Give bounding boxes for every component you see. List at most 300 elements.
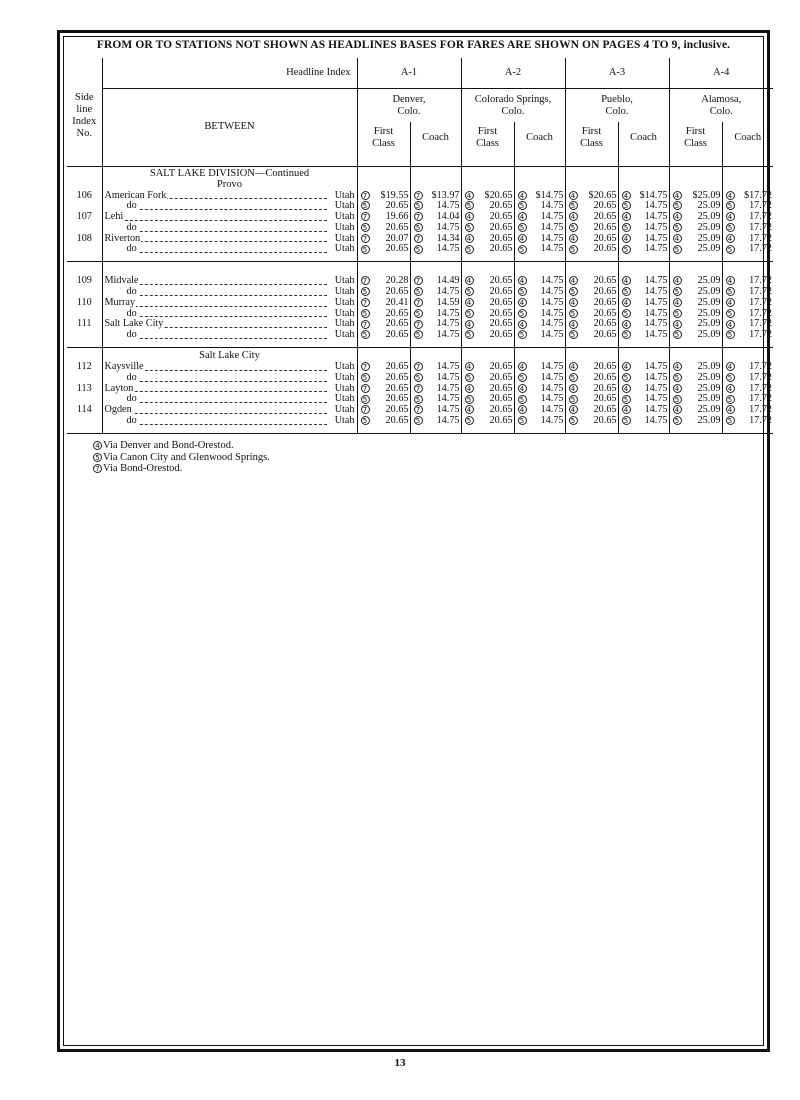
station-name: do [105, 223, 138, 233]
coach-fare [618, 362, 669, 373]
fare-amount: 20.65 [593, 330, 617, 341]
section-title-row [67, 348, 773, 363]
first-class-fare [461, 384, 514, 395]
first-class-fare [461, 244, 514, 255]
table-row [67, 212, 773, 223]
fare-amount: $14.75 [639, 190, 668, 201]
route-note-icon: 5 [518, 373, 527, 382]
route-note-icon: 4 [622, 234, 631, 243]
coach-fare [618, 405, 669, 416]
route-note-icon: 5 [673, 416, 682, 425]
first-class-fare [669, 330, 722, 341]
leader-dots [105, 413, 327, 414]
coach-fare [722, 309, 773, 320]
headline-index-a3: A-3 [565, 58, 669, 88]
station-cell [102, 191, 357, 202]
fare-amount: 14.75 [644, 372, 668, 383]
route-note-icon: 5 [414, 330, 423, 339]
route-note-icon: 5 [361, 309, 370, 318]
fare-amount: 14.75 [540, 383, 564, 394]
route-note-icon: 4 [465, 405, 474, 414]
first-class-fare [357, 212, 410, 223]
circled-number-icon: 5 [93, 453, 102, 462]
coach-fare [514, 244, 565, 255]
fare-amount: 25.09 [697, 222, 721, 233]
side-line-index: 114 [76, 405, 92, 416]
route-note-icon: 4 [465, 212, 474, 221]
route-note-icon: 5 [518, 223, 527, 232]
coach-fare [618, 330, 669, 341]
first-class-fare [357, 244, 410, 255]
coach-fare [618, 373, 669, 384]
footnote: 4 Via Denver and Bond-Orestod. [93, 440, 270, 452]
first-class-fare [669, 384, 722, 395]
first-class-fare [461, 191, 514, 202]
station-name: Midvale [104, 276, 139, 287]
fare-amount: 20.65 [385, 287, 409, 298]
coach-fare [410, 276, 461, 287]
station-name: do [105, 201, 138, 211]
fare-amount: 14.59 [436, 297, 460, 308]
station-cell [102, 384, 357, 395]
footnote: 5 Via Canon City and Glenwood Springs. [93, 452, 270, 464]
route-note-icon: 4 [518, 405, 527, 414]
headline-a2-name: Colorado Springs, Colo. [461, 88, 565, 122]
coach-fare [410, 191, 461, 202]
route-note-icon: 7 [361, 276, 370, 285]
route-note-icon: 4 [518, 191, 527, 200]
coach-fare [514, 416, 565, 427]
route-note-icon: 5 [569, 245, 578, 254]
headline-a3-name: Pueblo, Colo. [565, 88, 669, 122]
route-note-icon: 5 [518, 395, 527, 404]
route-note-icon: 5 [622, 309, 631, 318]
route-note-icon: 5 [673, 330, 682, 339]
fare-amount: 17.72 [749, 212, 772, 223]
route-note-icon: 5 [414, 245, 423, 254]
side-line-index: 107 [76, 212, 92, 223]
route-note-icon: 4 [518, 234, 527, 243]
fare-table [67, 58, 773, 434]
first-class-fare [669, 405, 722, 416]
first-class-fare [565, 244, 618, 255]
coach-fare [514, 319, 565, 330]
footnotes [93, 440, 270, 475]
coach-fare [410, 287, 461, 298]
fare-amount: 14.75 [540, 233, 564, 244]
fare-amount: 14.75 [436, 362, 460, 373]
coach-fare [410, 212, 461, 223]
route-note-icon: 4 [673, 405, 682, 414]
station-name: do [105, 373, 138, 383]
route-note-icon: 7 [414, 384, 423, 393]
table-row [67, 223, 773, 234]
route-note-icon: 4 [569, 405, 578, 414]
station-name: American Fork [104, 190, 167, 201]
fare-amount: $17.72 [743, 190, 772, 201]
first-class-fare [461, 223, 514, 234]
station-state: Utah [334, 330, 355, 341]
headline-index-a2: A-2 [461, 58, 565, 88]
side-line-index [67, 309, 102, 320]
station-name: Murray [104, 297, 136, 308]
station-state: Utah [334, 276, 355, 287]
route-note-icon: 5 [361, 330, 370, 339]
leader-dots [105, 306, 327, 307]
route-note-icon: 5 [465, 416, 474, 425]
route-note-icon: 5 [414, 395, 423, 404]
coach-fare [722, 373, 773, 384]
first-class-fare [461, 201, 514, 212]
page-number: 13 [394, 1057, 406, 1069]
fare-amount: 20.65 [385, 362, 409, 373]
fare-amount: 25.09 [697, 308, 721, 319]
route-note-icon: 4 [569, 298, 578, 307]
side-line-index: 108 [76, 233, 92, 244]
side-line-index: 112 [76, 362, 92, 373]
coach-fare [514, 330, 565, 341]
coach-fare [618, 309, 669, 320]
headline-index-label: Headline Index [102, 58, 357, 88]
coach-fare [722, 319, 773, 330]
fare-table-body [67, 166, 773, 433]
first-class-fare [669, 309, 722, 320]
route-note-icon: 7 [361, 405, 370, 414]
fare-amount: 14.75 [644, 201, 668, 212]
route-note-icon: 4 [673, 212, 682, 221]
table-row [67, 309, 773, 320]
fare-amount: 20.65 [593, 244, 617, 255]
first-class-fare [461, 276, 514, 287]
first-class-fare [669, 362, 722, 373]
station-state: Utah [334, 297, 355, 308]
route-note-icon: 5 [414, 201, 423, 210]
fare-amount: 14.75 [644, 319, 668, 330]
coach-fare [722, 362, 773, 373]
table-row [67, 405, 773, 416]
coach-fare [722, 287, 773, 298]
fare-amount: 14.75 [436, 394, 460, 405]
first-class-fare [357, 330, 410, 341]
station-state: Utah [334, 190, 355, 201]
route-note-icon: 4 [673, 298, 682, 307]
fare-amount: 25.09 [697, 372, 721, 383]
coach-fare [618, 212, 669, 223]
side-line-index: 113 [76, 383, 92, 394]
coach-fare [410, 298, 461, 309]
route-note-icon: 5 [465, 287, 474, 296]
side-line-index [67, 373, 102, 384]
first-class-fare [565, 212, 618, 223]
fare-amount: 25.09 [697, 276, 721, 287]
route-note-icon: 7 [414, 212, 423, 221]
fare-amount: 14.75 [644, 212, 668, 223]
coach-fare [722, 234, 773, 245]
coach-fare [410, 330, 461, 341]
coach-fare [722, 276, 773, 287]
route-note-icon: 5 [726, 416, 735, 425]
route-note-icon: 5 [569, 309, 578, 318]
route-note-icon: 4 [518, 298, 527, 307]
coach-header: Coach [722, 122, 773, 166]
fare-amount: 20.65 [489, 201, 513, 212]
circled-number-icon: 7 [93, 464, 102, 473]
first-class-fare [669, 394, 722, 405]
fare-amount: 20.65 [489, 362, 513, 373]
fare-amount: 25.09 [697, 233, 721, 244]
table-row [67, 384, 773, 395]
fare-amount: 17.72 [749, 287, 772, 298]
fare-amount: 14.75 [540, 297, 564, 308]
coach-fare [722, 416, 773, 427]
first-class-fare [669, 287, 722, 298]
route-note-icon: 4 [465, 191, 474, 200]
first-class-fare [565, 276, 618, 287]
station-name: do [105, 287, 138, 297]
route-note-icon: 5 [569, 223, 578, 232]
fare-amount: 14.75 [644, 276, 668, 287]
route-note-icon: 7 [414, 362, 423, 371]
fare-amount: 14.75 [644, 222, 668, 233]
fare-amount: 20.65 [385, 383, 409, 394]
route-note-icon: 4 [726, 298, 735, 307]
route-note-icon: 4 [569, 234, 578, 243]
station-state: Utah [334, 319, 355, 330]
station-state: Utah [334, 287, 355, 298]
station-state: Utah [334, 222, 355, 233]
fare-amount: 20.65 [593, 297, 617, 308]
route-note-icon: 5 [569, 330, 578, 339]
fare-amount: 14.75 [540, 372, 564, 383]
route-note-icon: 4 [465, 320, 474, 329]
route-note-icon: 5 [569, 416, 578, 425]
table-header [67, 58, 773, 166]
first-class-fare [669, 212, 722, 223]
route-note-icon: 4 [726, 212, 735, 221]
coach-fare [722, 191, 773, 202]
coach-fare [618, 384, 669, 395]
fare-amount: 14.75 [436, 330, 460, 341]
route-note-icon: 5 [726, 309, 735, 318]
route-note-icon: 4 [465, 362, 474, 371]
first-class-fare [357, 405, 410, 416]
fare-amount: 25.09 [697, 330, 721, 341]
first-class-fare [565, 319, 618, 330]
first-class-fare [669, 319, 722, 330]
table-row [67, 362, 773, 373]
table-row [67, 287, 773, 298]
route-note-icon: 5 [518, 201, 527, 210]
route-note-icon: 5 [518, 330, 527, 339]
fare-amount: 14.75 [644, 362, 668, 373]
route-note-icon: 4 [622, 362, 631, 371]
fare-amount: 20.65 [385, 416, 409, 427]
fare-amount: 20.65 [489, 233, 513, 244]
coach-fare [514, 276, 565, 287]
coach-fare [410, 405, 461, 416]
first-class-fare [461, 298, 514, 309]
coach-fare [722, 201, 773, 212]
fare-amount: 14.75 [644, 383, 668, 394]
coach-fare [514, 223, 565, 234]
footnote: 7 Via Bond-Orestod. [93, 463, 270, 475]
coach-fare [722, 384, 773, 395]
route-note-icon: 7 [361, 320, 370, 329]
fare-amount: 14.75 [436, 244, 460, 255]
side-line-index: 110 [76, 297, 92, 308]
first-class-fare [461, 319, 514, 330]
station-state: Utah [334, 394, 355, 405]
route-note-icon: 4 [518, 320, 527, 329]
route-note-icon: 5 [361, 245, 370, 254]
route-note-icon: 4 [726, 191, 735, 200]
coach-fare [410, 223, 461, 234]
fare-amount: 14.75 [436, 319, 460, 330]
headline-index-a1: A-1 [357, 58, 461, 88]
table-row [67, 416, 773, 427]
route-note-icon: 5 [414, 416, 423, 425]
station-state: Utah [334, 362, 355, 373]
route-note-icon: 5 [622, 330, 631, 339]
side-line-index [67, 330, 102, 341]
first-class-fare [565, 416, 618, 427]
side-line-index [67, 244, 102, 255]
first-class-fare [461, 330, 514, 341]
coach-fare [410, 244, 461, 255]
fare-amount: 14.75 [644, 233, 668, 244]
route-note-icon: 4 [622, 298, 631, 307]
table-row [67, 234, 773, 245]
coach-fare [618, 234, 669, 245]
fare-amount: 20.28 [385, 276, 409, 287]
coach-fare [514, 405, 565, 416]
coach-fare [410, 373, 461, 384]
coach-fare [514, 298, 565, 309]
route-note-icon: 5 [569, 373, 578, 382]
fare-amount: 17.72 [749, 244, 772, 255]
table-row [67, 373, 773, 384]
station-cell [102, 405, 357, 416]
table-row [67, 276, 773, 287]
first-class-fare [461, 309, 514, 320]
station-name: Riverton [104, 233, 141, 244]
fare-amount: 17.72 [749, 330, 772, 341]
fare-amount: 19.66 [385, 212, 409, 223]
fare-amount: 25.09 [697, 383, 721, 394]
fare-amount: 20.65 [385, 372, 409, 383]
fare-amount: 14.34 [436, 233, 460, 244]
route-note-icon: 5 [569, 201, 578, 210]
fare-amount: 20.65 [489, 287, 513, 298]
coach-fare [514, 212, 565, 223]
first-class-fare [357, 362, 410, 373]
route-note-icon: 4 [518, 212, 527, 221]
section-title [102, 262, 357, 277]
fare-amount: 17.72 [749, 319, 772, 330]
first-class-fare [357, 298, 410, 309]
coach-fare [618, 416, 669, 427]
fare-amount: 20.65 [593, 405, 617, 416]
fare-amount: 14.75 [540, 405, 564, 416]
route-note-icon: 5 [465, 309, 474, 318]
route-note-icon: 7 [414, 276, 423, 285]
first-class-fare [461, 405, 514, 416]
route-note-icon: 5 [361, 223, 370, 232]
fare-amount: 20.65 [489, 244, 513, 255]
fare-amount: 20.65 [593, 394, 617, 405]
first-class-fare [669, 373, 722, 384]
fare-amount: 20.65 [385, 319, 409, 330]
fare-amount: 17.72 [749, 416, 772, 427]
route-note-icon: 4 [518, 384, 527, 393]
side-line-index: 106 [76, 190, 92, 201]
coach-fare [722, 244, 773, 255]
section-title: Salt Lake City [102, 348, 357, 363]
route-note-icon: 4 [465, 234, 474, 243]
route-note-icon: 4 [622, 276, 631, 285]
station-name: do [105, 244, 138, 254]
route-note-icon: 5 [673, 223, 682, 232]
route-note-icon: 5 [673, 395, 682, 404]
first-class-fare [357, 309, 410, 320]
station-cell [102, 416, 357, 427]
fare-amount: 14.75 [540, 416, 564, 427]
route-note-icon: 5 [673, 373, 682, 382]
route-note-icon: 5 [622, 416, 631, 425]
fare-amount: 20.65 [385, 330, 409, 341]
first-class-fare [669, 223, 722, 234]
fare-amount: 20.65 [489, 212, 513, 223]
route-note-icon: 5 [518, 245, 527, 254]
first-class-fare [669, 298, 722, 309]
fare-amount: 20.65 [593, 233, 617, 244]
route-note-icon: 7 [361, 234, 370, 243]
coach-fare [514, 234, 565, 245]
station-state: Utah [334, 383, 355, 394]
station-name: Layton [104, 383, 134, 394]
table-row [67, 191, 773, 202]
fare-amount: 14.49 [436, 276, 460, 287]
fare-amount: 25.09 [697, 297, 721, 308]
station-cell [102, 373, 357, 384]
fare-amount: 20.65 [385, 201, 409, 212]
first-class-header: First Class [461, 122, 514, 166]
fare-amount: $20.65 [484, 190, 513, 201]
fare-amount: 14.75 [436, 372, 460, 383]
fare-amount: 14.75 [540, 394, 564, 405]
fare-amount: $13.97 [431, 190, 460, 201]
route-note-icon: 4 [622, 212, 631, 221]
route-note-icon: 5 [622, 287, 631, 296]
first-class-fare [357, 191, 410, 202]
route-note-icon: 4 [569, 212, 578, 221]
table-row [67, 394, 773, 405]
station-name: do [105, 394, 138, 404]
route-note-icon: 5 [726, 373, 735, 382]
route-note-icon: 4 [569, 191, 578, 200]
route-note-icon: 5 [726, 201, 735, 210]
first-class-fare [461, 373, 514, 384]
fare-amount: 20.65 [593, 383, 617, 394]
route-note-icon: 4 [673, 191, 682, 200]
table-row [67, 298, 773, 309]
station-cell [102, 287, 357, 298]
coach-fare [514, 373, 565, 384]
route-note-icon: 7 [361, 212, 370, 221]
side-line-index-header: Side line Index No. [67, 58, 102, 166]
coach-fare [722, 298, 773, 309]
route-note-icon: 7 [361, 362, 370, 371]
